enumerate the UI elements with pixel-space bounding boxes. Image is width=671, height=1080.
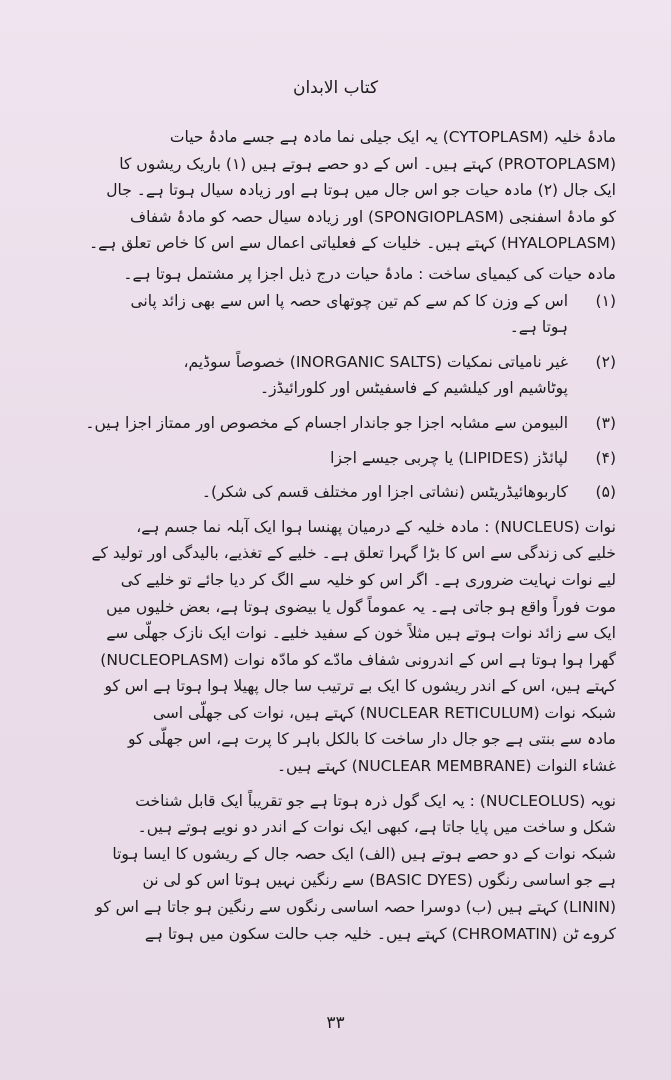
item-text (52, 349, 568, 402)
text-line: نویہ (NUCLEOLUS) : یہ ایک گول ذرہ ہوتا ہے جو تقریباً ایک قابل شناخت (135, 791, 616, 810)
item-number: (۱) (595, 291, 616, 310)
text-line: (LININ) کہتے ہیں (ب) دوسرا حصہ اساسی رنگوں سے رنگین ہو جاتا ہے اس کو (95, 898, 616, 917)
text-line: ہوتا ہے۔ (509, 318, 568, 337)
text-line: لپائڈز (LIPIDES) یا چربی جیسے اجزا (330, 448, 568, 467)
spacer (52, 506, 616, 514)
text-line: غیر نامیاتی نمکیات (INORGANIC SALTS) خصوصاً سوڈیم، (183, 352, 568, 371)
item-number: (۵) (595, 483, 616, 502)
list-item (52, 349, 616, 402)
running-header: کتاب الابدان (292, 78, 379, 98)
text-line: لیے نوات نہایت ضروری ہے۔ اگر اس کو خلیہ سے الگ کر دیا جائے تو خلیے کی (120, 570, 616, 589)
text-line: اس کے وزن کا کم سے کم تین چوتھای حصہ پا اس سے بھی زائد پانی (130, 291, 568, 310)
item-number: (۴) (595, 448, 616, 467)
composition-section (52, 261, 616, 506)
list-item (52, 288, 616, 341)
list-item (52, 410, 616, 437)
spacer (52, 780, 616, 788)
text-line: کاربوھائیڈریٹس (نشاتی اجزا اور مختلف قسم کی شکر)۔ (201, 483, 568, 502)
nucleus-paragraph (52, 514, 616, 780)
text-line: گھرا ہوا ہوتا ہے اس کے اندرونی شفاف مادّے کو مادّہ نوات (NUCLEOPLASM) (100, 650, 616, 669)
text-line: ایک جال (۲) مادہ حیات جو اس جال میں ہوتا ہے اور زیادہ سیال ہوتا ہے۔ جال (106, 181, 616, 200)
text-line: کو مادۂ اسفنجی (SPONGIOPLASM) اور زیادہ سیال حصہ کو مادۂ شفاف (130, 207, 616, 226)
text-line: نوات (NUCLEUS) : مادہ خلیہ کے درمیان پھنسا ہوا ایک آبلہ نما جسم ہے، (136, 517, 616, 536)
list-item (52, 445, 616, 472)
text-line: خلیے کی زندگی سے اس کا بڑا گہرا تعلق ہے۔ خلیے کے تغذیے، بالیدگی اور تولید کے (91, 544, 616, 563)
text-line: شکل و ساخت میں پایا جاتا ہے، کبھی ایک نوات کے اندر دو نویے ہوتے ہیں۔ (137, 818, 616, 837)
text-line: کہتے ہیں، اس کے اندر ریشوں کا ایک بے ترتیب سا جال پھیلا ہوا ہوتا ہے اس کو (104, 677, 616, 696)
spacer (52, 402, 616, 410)
text-line: کروے ٹن (CHROMATIN) کہتے ہیں۔ خلیہ جب حالت سکون میں ہوتا ہے (144, 924, 616, 943)
spacer (52, 341, 616, 349)
item-text (52, 445, 568, 472)
text-line: ایک سے زائد نوات ہوتے ہیں مثلاً خون کے سفید خلیے۔ نوات ایک نازک جھلّی سے (106, 624, 616, 643)
body-text (52, 124, 616, 947)
cytoplasm-paragraph (52, 124, 616, 257)
text-line: (HYALOPLASM) کہتے ہیں۔ خلیات کے فعلیاتی اعمال سے اس کا خاص تعلق ہے۔ (89, 234, 616, 253)
page-number: ۳۳ (326, 1013, 345, 1033)
item-number: (۲) (595, 352, 616, 371)
item-text (52, 410, 568, 437)
spacer (52, 471, 616, 479)
item-text (52, 479, 568, 506)
nucleolus-paragraph (52, 788, 616, 948)
text-line: مادہ سے بنتی ہے جو جال دار ساخت کا بالکل باہر کا پرت ہے، اس جھلّی کو (128, 730, 616, 749)
composition-intro: مادہ حیات کی کیمیای ساخت : مادۂ حیات درج ذیل اجزا پر مشتمل ہوتا ہے۔ (123, 264, 616, 283)
text-line: ہے جو اساسی رنگوں (BASIC DYES) سے رنگین نہیں ہوتا اس کو لی نن (142, 871, 616, 890)
text-line: شبکہ نوات کے دو حصے ہوتے ہیں (الف) ایک حصہ جال کے ریشوں کا ایسا ہوتا (112, 844, 616, 863)
text-line: پوٹاشیم اور کیلشیم کے فاسفیٹس اور کلورائیڈز۔ (259, 379, 568, 398)
item-number: (۳) (595, 413, 616, 432)
item-text (52, 288, 568, 341)
list-item (52, 479, 616, 506)
text-line: غشاء النوات (NUCLEAR MEMBRANE) کہتے ہیں۔ (276, 757, 616, 776)
text-line: شبکہ نوات (NUCLEAR RETICULUM) کہتے ہیں، نوات کی جھلّی اسی (152, 703, 616, 722)
text-line: مادۂ خلیہ (CYTOPLASM) یہ ایک جیلی نما مادہ ہے جسے مادۂ حیات (169, 128, 616, 146)
text-line: البیومن سے مشابہ اجزا جو جاندار اجسام کے مخصوص اور ممتاز اجزا ہیں۔ (85, 413, 568, 432)
text-line: موت فوراً واقع ہو جاتی ہے۔ یہ عموماً گول یا بیضوی ہوتا ہے، بعض خلیوں میں (106, 597, 616, 616)
text-line: (PROTOPLASM) کہتے ہیں۔ اس کے دو حصے ہوتے ہیں (۱) باریک ریشوں کا (119, 154, 616, 173)
spacer (52, 437, 616, 445)
